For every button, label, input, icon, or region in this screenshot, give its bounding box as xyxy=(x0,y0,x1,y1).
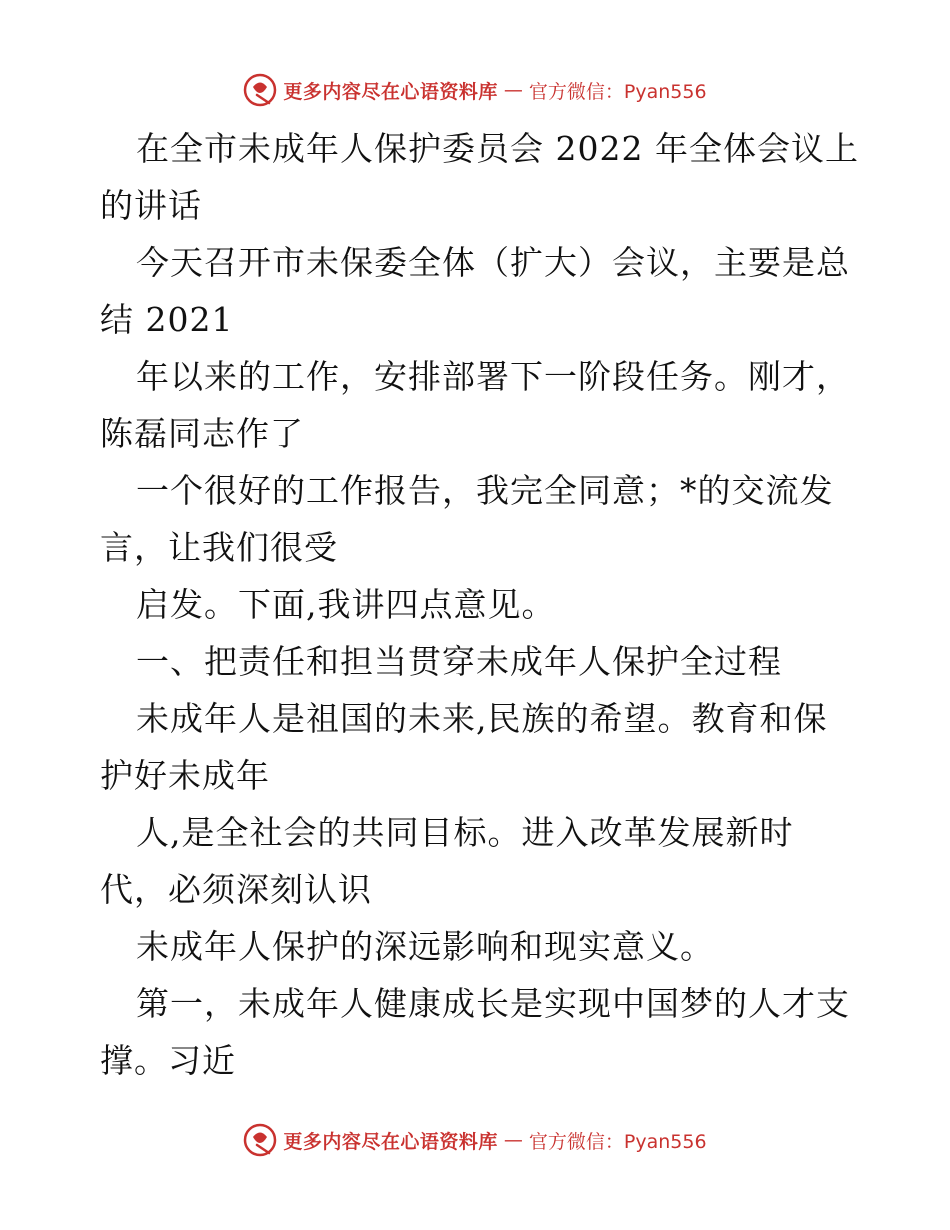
heart-pen-logo-icon xyxy=(243,73,277,107)
document-line: 今天召开市未保委全体（扩大）会议，主要是总 xyxy=(136,243,850,282)
document-line: 代，必须深刻认识 xyxy=(100,870,372,909)
header-banner-text: 更多内容尽在心语资料库 xyxy=(283,80,498,103)
document-line: 第一，未成年人健康成长是实现中国梦的人才支 xyxy=(136,984,850,1023)
footer-banner-separator: — xyxy=(503,1129,523,1151)
header-wechat-text: 官方微信：Pyan556 xyxy=(528,80,707,103)
document-line: 护好未成年 xyxy=(100,756,270,795)
document-line: 撑。习近 xyxy=(100,1041,236,1080)
footer-banner xyxy=(0,1120,950,1160)
document-line: 启发。下面,我讲四点意见。 xyxy=(136,585,556,624)
header-banner-separator: — xyxy=(503,79,523,101)
document-line: 陈磊同志作了 xyxy=(100,414,304,453)
document-line: 未成年人是祖国的未来,民族的希望。教育和保 xyxy=(136,699,828,738)
heart-pen-logo-icon xyxy=(243,1123,277,1157)
header-banner xyxy=(0,70,950,110)
footer-banner-text: 更多内容尽在心语资料库 xyxy=(283,1130,498,1153)
footer-wechat-text: 官方微信：Pyan556 xyxy=(528,1130,707,1153)
document-line: 言，让我们很受 xyxy=(100,528,338,567)
section-heading: 一、把责任和担当贯穿未成年人保护全过程 xyxy=(136,642,782,681)
document-line: 结 2021 xyxy=(100,300,234,339)
document-line: 一个很好的工作报告，我完全同意；*的交流发 xyxy=(136,471,834,510)
document-line: 人,是全社会的共同目标。进入改革发展新时 xyxy=(136,813,794,852)
document-line: 年以来的工作，安排部署下一阶段任务。刚才， xyxy=(136,357,850,396)
document-body xyxy=(100,120,860,1089)
document-line: 的讲话 xyxy=(100,186,202,225)
document-line: 未成年人保护的深远影响和现实意义。 xyxy=(136,927,714,966)
document-line: 在全市未成年人保护委员会 2022 年全体会议上 xyxy=(136,129,859,168)
